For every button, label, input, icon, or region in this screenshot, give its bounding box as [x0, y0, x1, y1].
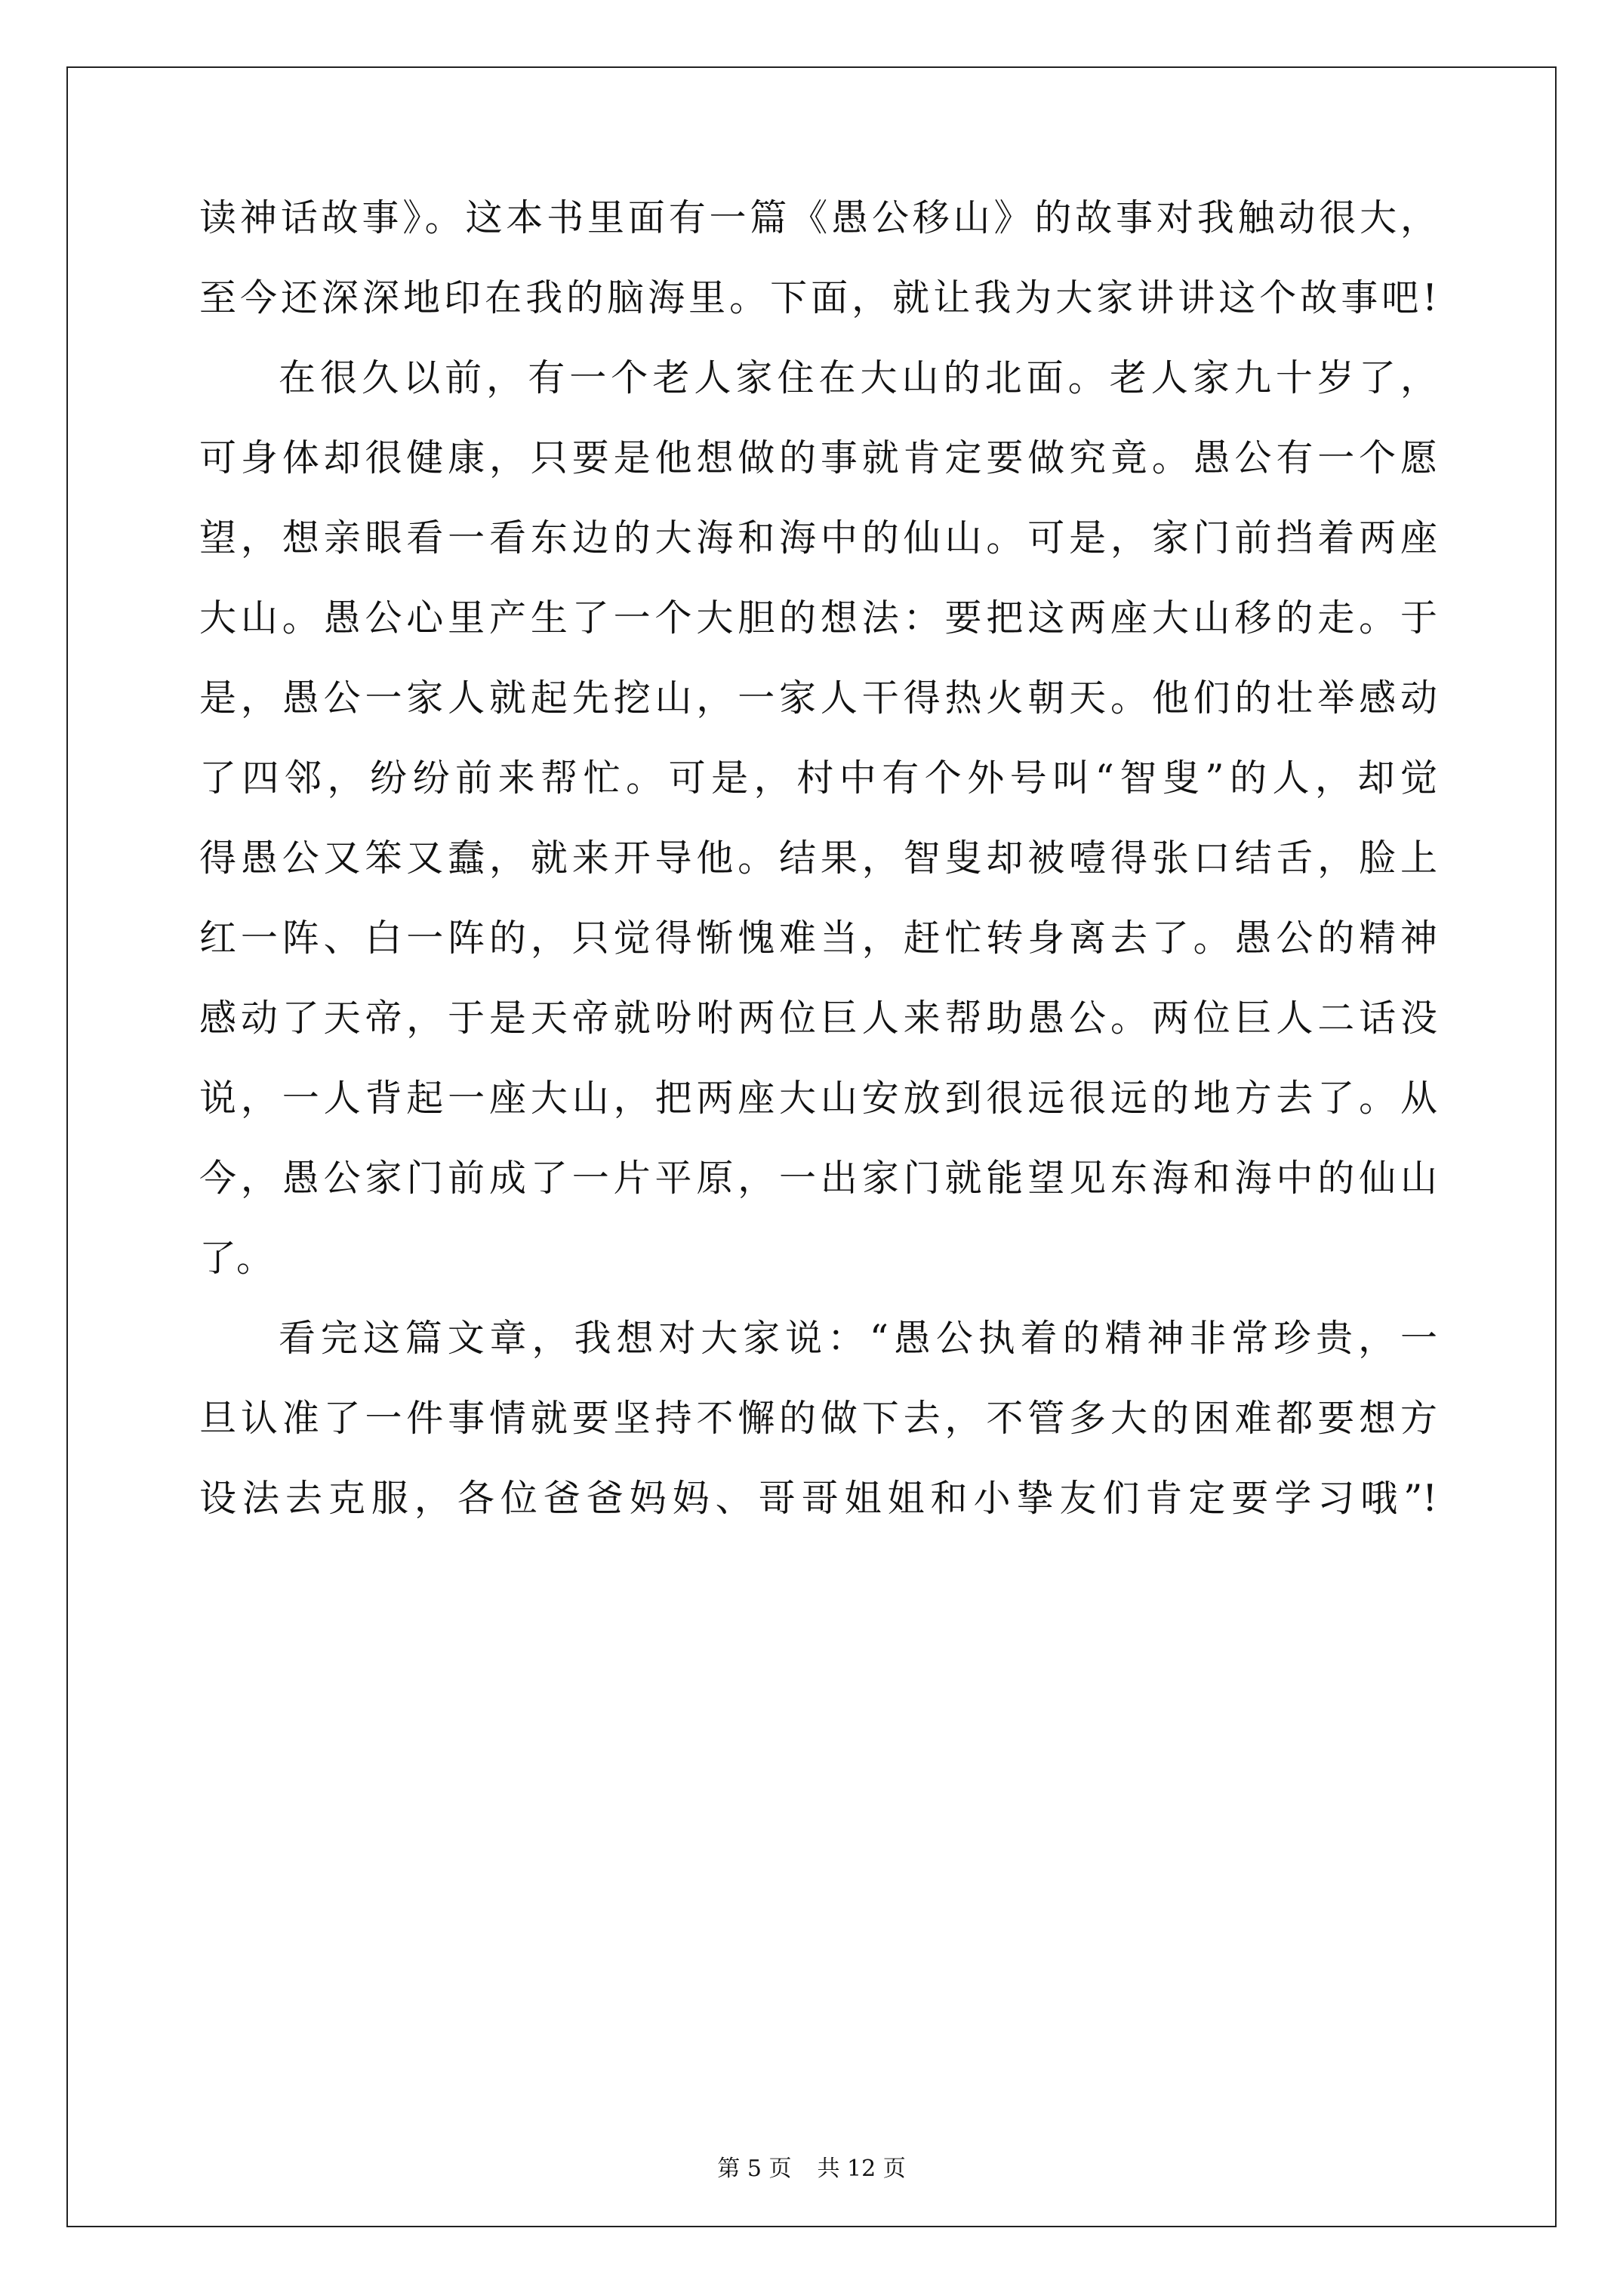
text-line: 可身体却很健康，只要是他想做的事就肯定要做究竟。愚公有一个愿 — [199, 436, 1437, 479]
text-line: 设法去克服，各位爸爸妈妈、哥哥姐姐和小挚友们肯定要学习哦”! — [199, 1477, 1437, 1520]
page-footer — [0, 2150, 1623, 2183]
text-line: 至今还深深地印在我的脑海里。下面，就让我为大家讲讲这个故事吧! — [199, 276, 1437, 319]
text-line: 得愚公又笨又蠢，就来开导他。结果，智叟却被噎得张口结舌，脸上 — [199, 837, 1437, 880]
text-line: 读神话故事》。这本书里面有一篇《愚公移山》的故事对我触动很大， — [199, 196, 1437, 239]
text-line: 大山。愚公心里产生了一个大胆的想法：要把这两座大山移的走。于 — [199, 596, 1437, 639]
text-line: 了。 — [199, 1237, 274, 1280]
text-line: 感动了天帝，于是天帝就吩咐两位巨人来帮助愚公。两位巨人二话没 — [199, 997, 1437, 1040]
text-line: 今，愚公家门前成了一片平原，一出家门就能望见东海和海中的仙山 — [199, 1157, 1437, 1200]
text-line: 是，愚公一家人就起先挖山，一家人干得热火朝天。他们的壮举感动 — [199, 676, 1437, 720]
text-line: 旦认准了一件事情就要坚持不懈的做下去，不管多大的困难都要想方 — [199, 1397, 1437, 1440]
text-line: 望，想亲眼看一看东边的大海和海中的仙山。可是，家门前挡着两座 — [199, 516, 1437, 559]
text-line: 红一阵、白一阵的，只觉得惭愧难当，赶忙转身离去了。愚公的精神 — [199, 917, 1437, 960]
page-number: 第 5 页 — [717, 2156, 792, 2182]
text-line: 了四邻，纷纷前来帮忙。可是，村中有个外号叫“智叟”的人，却觉 — [199, 757, 1437, 800]
page-total: 共 12 页 — [817, 2156, 906, 2182]
text-line: 说，一人背起一座大山，把两座大山安放到很远很远的地方去了。从 — [199, 1077, 1437, 1120]
paragraph-start-line: 看完这篇文章，我想对大家说：“愚公执着的精神非常珍贵，一 — [279, 1317, 1437, 1360]
paragraph-start-line: 在很久以前，有一个老人家住在大山的北面。老人家九十岁了， — [279, 356, 1437, 399]
